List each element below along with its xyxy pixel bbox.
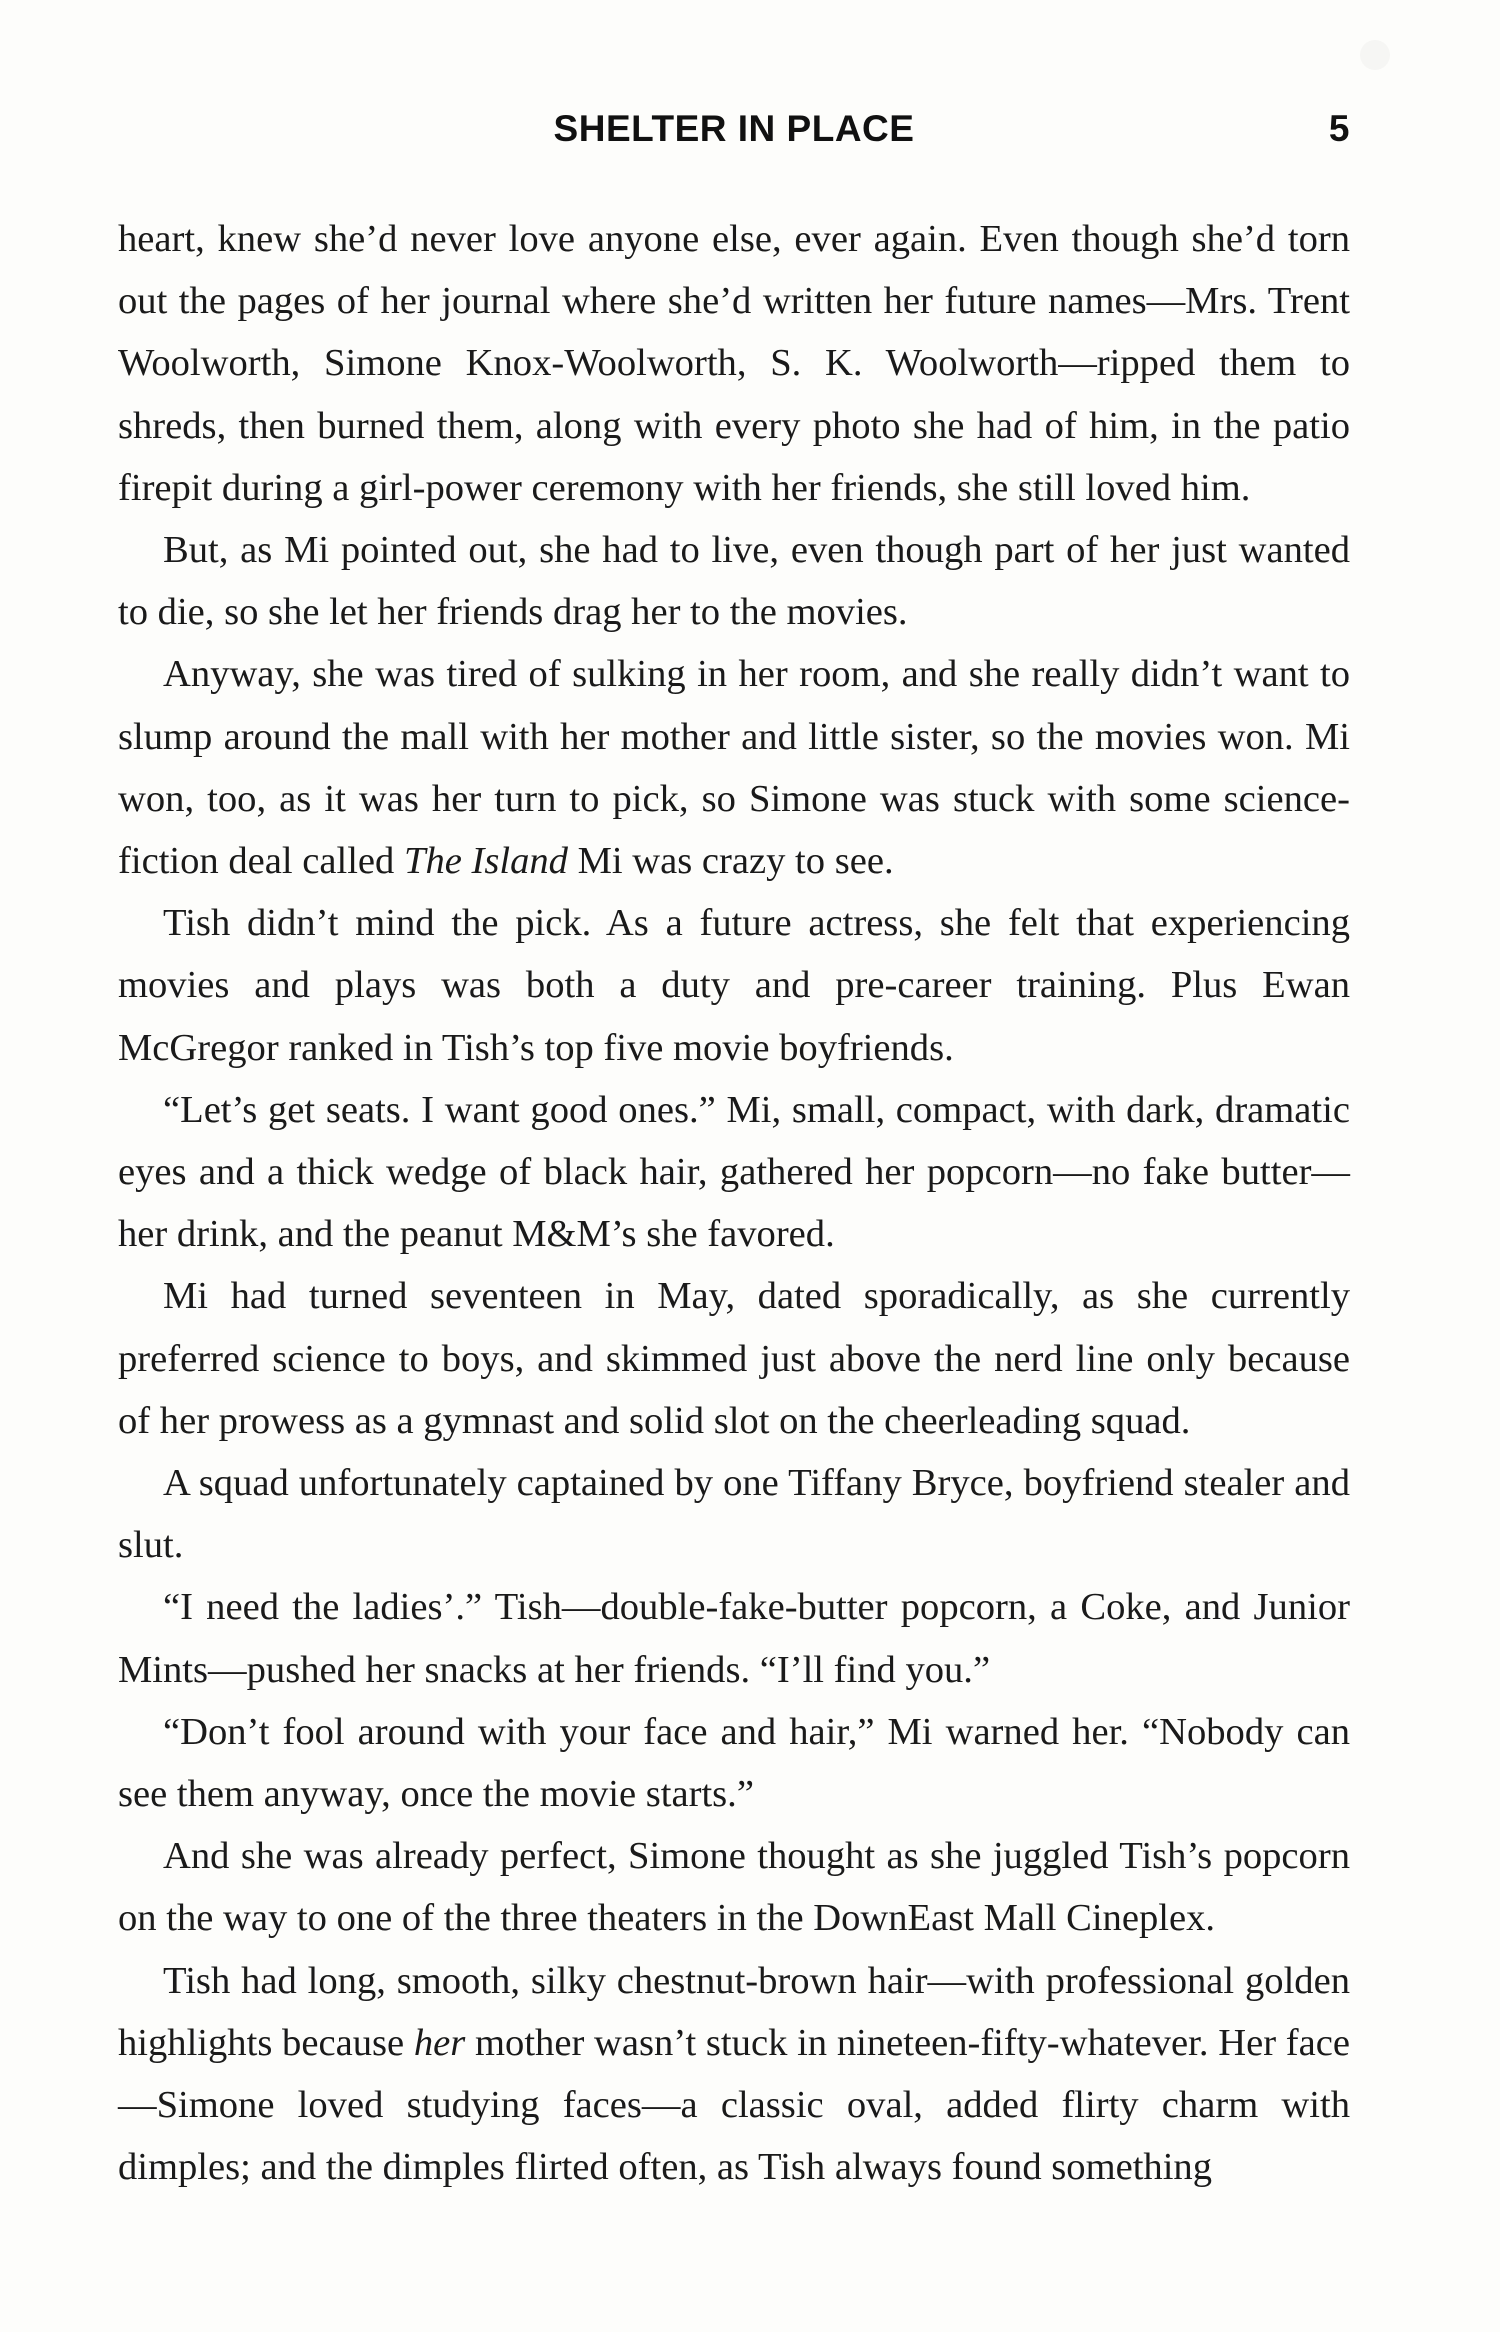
text-run: Mi was crazy to see. [567,840,894,883]
paragraph [118,892,1350,1079]
text-run: A squad unfortunately captained by one Tiffany Bryce, boyfriend stealer and slut. [118,1462,1350,1567]
paragraph [118,519,1350,643]
paragraph [118,643,1350,892]
page-number: 5 [1328,108,1350,149]
paragraph [118,1950,1350,2199]
italic-text: The Island [403,840,568,883]
text-run: “Don’t fool around with your face and hair,” Mi warned her. “Nobody can see them anyway, once the movie starts.” [118,1710,1350,1816]
text-run: mother wasn’t stuck in nineteen-fifty-whatever. Her face—Simone loved studying faces—a classic oval, added flirty charm with dimples; and the dimples flirted often, as Tish always found something [118,2021,1350,2189]
text-run: “I need the ladies’.” Tish—double-fake-butter popcorn, a Coke, and Junior Mints—pushed her snacks at her friends. “I’ll find you.” [118,1586,1350,1691]
text-run: heart, knew she’d never love anyone else, ever again. Even though she’d torn out the pages of her journal where she’d written her future names—Mrs. Trent Woolworth, Simone Knox-Woolworth, S. K. Woolworth—ripped them to shreds, then burned them, along with every photo she had of him, in the patio firepit during a girl-power ceremony with her friends, she still loved him. [118,218,1350,509]
paragraph [118,1576,1350,1700]
paragraph [118,1265,1350,1452]
paragraph [118,1701,1350,1825]
running-title: SHELTER IN PLACE [553,108,915,149]
text-run: Tish didn’t mind the pick. As a future actress, she felt that experiencing movies and plays was both a duty and pre-career training. Plus Ewan McGregor ranked in Tish’s top five movie boyfriends. [118,902,1350,1069]
text-run: “Let’s get seats. I want good ones.” Mi, small, compact, with dark, dramatic eyes and a thick wedge of black hair, gathered her popcorn—no fake butter—her drink, and the peanut M&M’s she favored. [118,1088,1350,1256]
running-head [118,100,1350,162]
body-text [118,208,1350,2199]
italic-text: her [413,2021,466,2064]
paragraph [118,208,1350,519]
paragraph [118,1079,1350,1266]
text-run: Anyway, she was tired of sulking in her room, and she really didn’t want to slump around the mall with her mother and little sister, so the movies won. Mi won, too, as it was her turn to pick, so Simone was stuck with some science-fiction deal called [118,653,1350,883]
paragraph [118,1825,1350,1949]
paragraph [118,1452,1350,1576]
text-run: But, as Mi pointed out, she had to live, even though part of her just wanted to die, so she let her friends drag her to the movies. [118,529,1350,634]
text-run: And she was already perfect, Simone thought as she juggled Tish’s popcorn on the way to one of the three theaters in the DownEast Mall Cineplex. [118,1835,1350,1940]
text-run: Tish had long, smooth, silky chestnut-brown hair—with professional golden highlights because [118,1959,1350,2064]
paper-smudge [1360,40,1390,70]
text-run: Mi had turned seventeen in May, dated sporadically, as she currently preferred science to boys, and skimmed just above the nerd line only because of her prowess as a gymnast and solid slot on the cheerleading squad. [118,1275,1350,1442]
